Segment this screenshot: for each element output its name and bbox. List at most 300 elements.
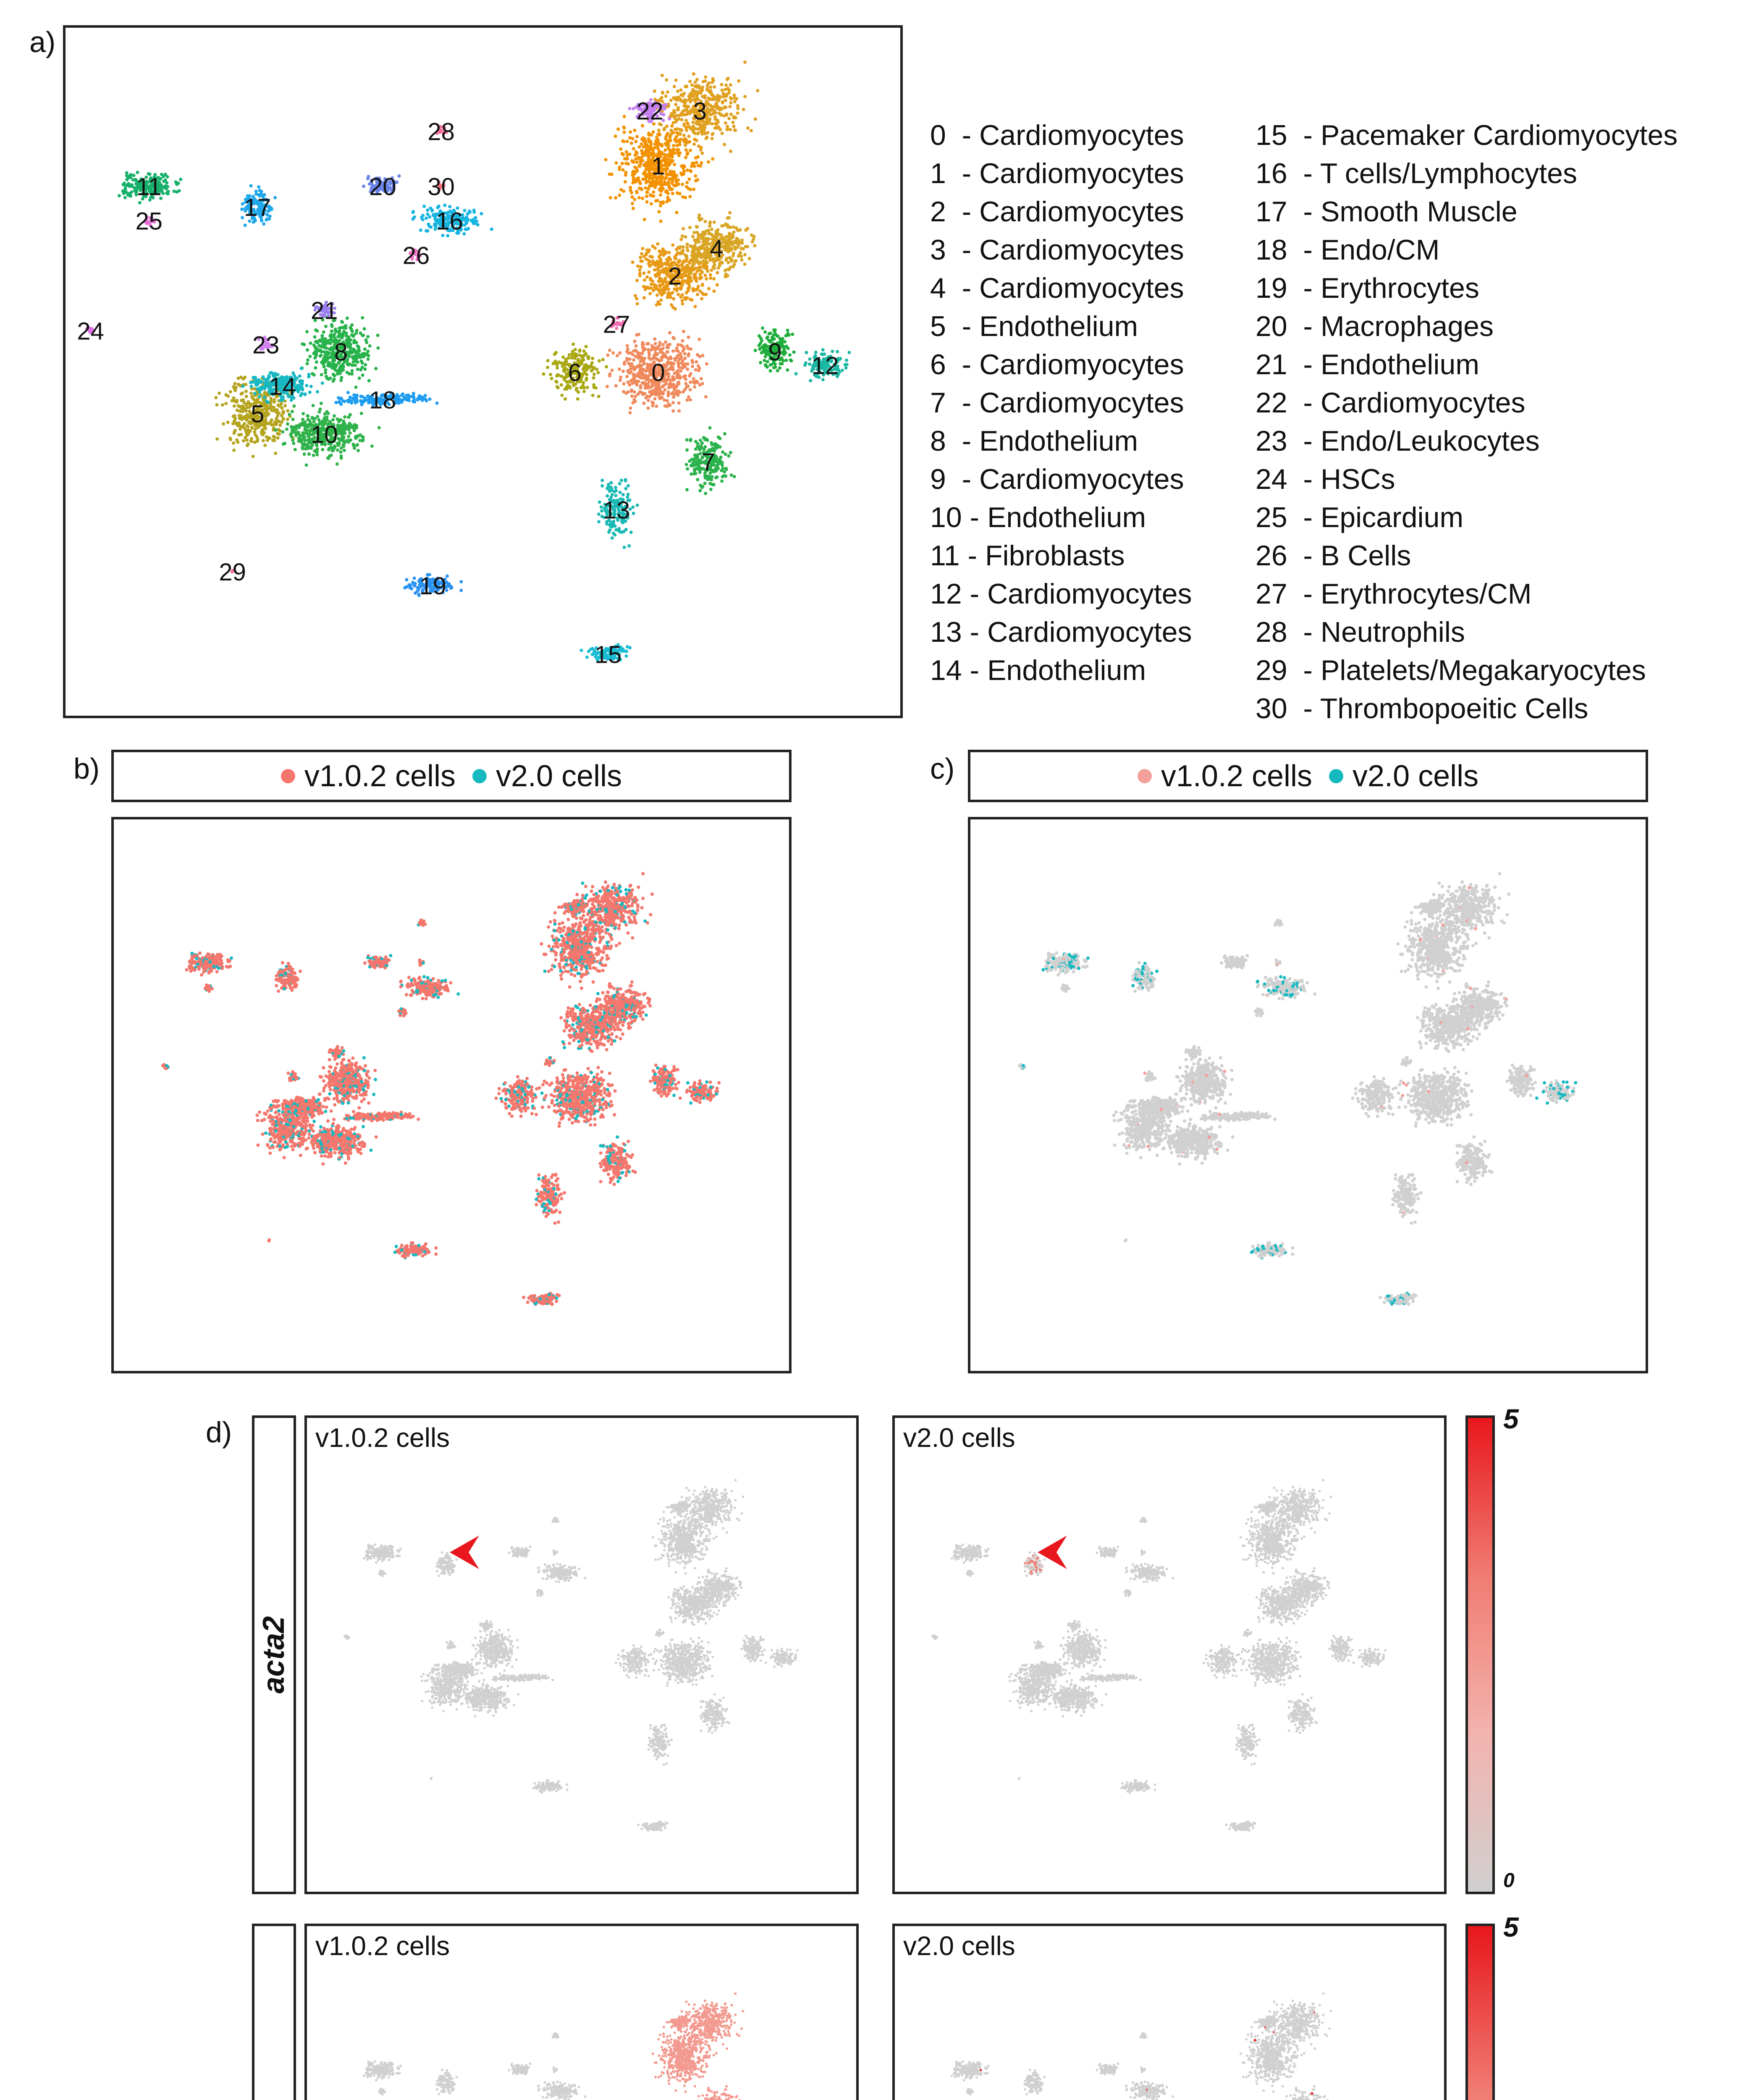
- cell-point: [689, 388, 692, 391]
- cell-point: [306, 414, 309, 417]
- cell-point: [629, 390, 633, 393]
- cell-point: [610, 525, 613, 528]
- cell-point: [346, 439, 349, 442]
- cell-point: [692, 72, 695, 76]
- cell-point: [241, 385, 244, 388]
- cell-point: [687, 94, 691, 98]
- cell-point: [624, 162, 628, 165]
- cell-point: [641, 392, 645, 395]
- cell-point: [620, 479, 623, 482]
- cell-point: [710, 133, 714, 136]
- cell-point: [645, 396, 648, 399]
- cell-point: [699, 148, 702, 152]
- cell-point: [327, 361, 330, 365]
- cell-point: [781, 359, 785, 362]
- cell-point: [659, 193, 662, 197]
- cell-point: [129, 184, 132, 187]
- cell-point: [246, 442, 250, 446]
- cell-point: [246, 425, 249, 428]
- cell-point: [683, 113, 687, 116]
- cell-point: [650, 393, 653, 396]
- cell-point: [701, 270, 704, 274]
- cell-point: [719, 107, 723, 110]
- cell-point: [288, 413, 291, 416]
- cell-point: [277, 428, 280, 431]
- cell-point: [734, 247, 737, 251]
- cell-point: [643, 278, 646, 282]
- cell-point: [690, 83, 694, 87]
- cell-point: [621, 530, 624, 534]
- cell-point: [656, 388, 660, 391]
- cell-point: [655, 294, 659, 297]
- cell-point: [349, 438, 352, 442]
- cell-point: [480, 212, 483, 215]
- cell-point: [684, 260, 688, 263]
- cell-point: [647, 353, 651, 357]
- cell-point: [357, 349, 361, 352]
- cell-point: [267, 436, 270, 439]
- cell-point: [631, 505, 634, 509]
- cell-point: [286, 409, 289, 412]
- cell-point: [280, 420, 283, 424]
- cell-point: [678, 391, 682, 394]
- cell-point: [352, 444, 356, 448]
- cell-point: [626, 484, 630, 488]
- cell-point: [718, 128, 722, 131]
- cell-point: [671, 291, 674, 294]
- cell-point: [243, 415, 246, 419]
- cell-point: [303, 424, 306, 427]
- cell-point: [679, 172, 683, 175]
- cell-point: [645, 168, 648, 171]
- cell-point: [658, 284, 661, 287]
- cell-point: [265, 383, 268, 387]
- cell-point: [235, 422, 238, 425]
- cell-point: [704, 220, 707, 223]
- cell-point: [355, 351, 358, 354]
- cell-point: [729, 96, 732, 100]
- cell-point: [304, 392, 307, 396]
- cell-point: [291, 418, 295, 421]
- cell-point: [584, 363, 587, 367]
- cell-point: [587, 650, 590, 653]
- cell-point: [464, 228, 467, 231]
- cell-point: [249, 381, 252, 384]
- cell-point: [687, 276, 690, 279]
- cell-point: [240, 405, 244, 408]
- cell-point: [717, 436, 720, 439]
- cell-point: [339, 379, 343, 382]
- cell-point: [729, 101, 733, 105]
- cell-point: [560, 383, 563, 387]
- cell-point: [714, 111, 717, 115]
- cell-point: [364, 363, 367, 366]
- cell-point: [718, 458, 721, 461]
- cell-point: [756, 89, 759, 92]
- cell-point: [668, 291, 671, 294]
- cell-point: [302, 343, 306, 346]
- cell-point: [634, 400, 637, 403]
- cell-point: [670, 112, 673, 116]
- cell-point: [277, 412, 280, 415]
- cell-point: [608, 372, 612, 375]
- cell-point: [667, 361, 671, 365]
- cell-point: [694, 368, 697, 372]
- cell-point: [664, 136, 667, 139]
- cell-point: [728, 89, 731, 92]
- cell-point: [685, 256, 689, 260]
- cell-point: [600, 484, 604, 488]
- cell-point: [772, 366, 776, 369]
- cell-point: [649, 193, 652, 197]
- cell-point: [319, 349, 322, 352]
- cell-point: [611, 351, 615, 354]
- cell-point: [694, 179, 697, 182]
- cell-point: [668, 149, 672, 152]
- cell-point: [689, 398, 692, 402]
- cell-point: [630, 142, 633, 145]
- cell-point: [731, 121, 735, 124]
- cell-point: [716, 271, 719, 274]
- cell-point: [306, 358, 309, 362]
- cell-point: [260, 430, 263, 434]
- cell-point: [257, 185, 260, 189]
- cell-point: [561, 355, 565, 359]
- cell-point: [299, 379, 302, 383]
- cell-point: [291, 410, 294, 413]
- cell-point: [656, 242, 660, 246]
- cell-point: [782, 345, 786, 349]
- cell-point: [673, 163, 676, 166]
- cell-point: [724, 467, 728, 470]
- cell-point: [242, 439, 245, 443]
- cell-point: [663, 404, 667, 408]
- cell-point: [661, 355, 665, 359]
- cell-point: [689, 149, 692, 152]
- cell-point: [701, 86, 704, 89]
- cell-point: [618, 351, 621, 354]
- cell-point: [647, 140, 651, 143]
- cell-point: [654, 273, 657, 277]
- cell-point: [693, 381, 697, 385]
- cell-point: [669, 133, 673, 136]
- cell-point: [233, 419, 236, 423]
- cell-point: [361, 316, 364, 320]
- cell-point: [319, 407, 322, 411]
- cell-point: [700, 276, 703, 279]
- cell-point: [702, 80, 705, 84]
- cell-point: [699, 438, 702, 442]
- cell-point: [635, 349, 638, 353]
- cell-point: [713, 289, 716, 293]
- cell-point: [307, 452, 311, 456]
- cell-point: [720, 480, 723, 483]
- cell-point: [638, 268, 642, 272]
- cell-point: [290, 435, 293, 438]
- cell-point: [715, 102, 718, 105]
- cell-point: [237, 421, 241, 425]
- cell-point: [681, 293, 684, 297]
- cell-point: [664, 94, 668, 98]
- cell-point: [224, 402, 228, 405]
- cell-point: [321, 448, 324, 451]
- cell-point: [695, 139, 698, 142]
- cell-point: [241, 424, 245, 428]
- cell-point: [680, 118, 684, 121]
- cell-point: [621, 493, 625, 496]
- cell-point: [705, 293, 708, 296]
- cell-point: [250, 395, 254, 399]
- cell-point: [710, 122, 714, 126]
- cell-point: [611, 493, 614, 496]
- cell-point: [244, 383, 247, 386]
- cell-point: [658, 188, 661, 192]
- cell-point: [360, 360, 363, 363]
- cell-point: [710, 441, 713, 444]
- cell-point: [699, 164, 702, 168]
- cell-point: [713, 85, 716, 89]
- cell-point: [686, 152, 689, 156]
- cell-point: [737, 244, 740, 247]
- cell-point: [679, 352, 682, 355]
- cell-point: [350, 323, 354, 327]
- cell-point: [696, 381, 700, 384]
- cell-point: [689, 188, 692, 191]
- cell-point: [652, 194, 655, 198]
- cell-point: [628, 411, 632, 415]
- cell-point: [576, 397, 579, 401]
- cell-point: [690, 165, 693, 168]
- cell-point: [632, 207, 635, 210]
- cell-point: [246, 413, 249, 417]
- cell-point: [314, 366, 317, 370]
- cell-point: [724, 99, 727, 102]
- cell-point: [236, 441, 240, 444]
- cell-point: [632, 180, 636, 183]
- cell-point: [724, 273, 728, 276]
- cell-point: [667, 181, 670, 184]
- cell-point: [240, 207, 244, 211]
- cell-point: [681, 261, 684, 265]
- cell-point: [663, 148, 667, 152]
- cell-point: [700, 377, 703, 381]
- cell-point: [655, 353, 658, 357]
- cell-point: [692, 472, 696, 475]
- cell-point: [625, 157, 629, 160]
- cell-point: [611, 369, 614, 372]
- cell-point: [351, 369, 354, 373]
- cell-point: [682, 227, 685, 231]
- cell-point: [624, 487, 627, 490]
- cell-point: [684, 156, 687, 159]
- cell-point: [591, 357, 594, 360]
- cell-point: [640, 149, 643, 152]
- cell-point: [642, 255, 646, 258]
- cell-point: [320, 373, 323, 376]
- cell-point: [704, 75, 707, 79]
- cell-point: [645, 252, 648, 255]
- cell-point: [555, 374, 558, 378]
- cell-point: [301, 433, 304, 437]
- cell-point: [245, 395, 248, 398]
- cell-point: [327, 448, 330, 452]
- cell-point: [283, 404, 287, 407]
- cell-point: [421, 214, 425, 217]
- cell-point: [700, 132, 704, 136]
- cell-point: [664, 340, 667, 344]
- cell-point: [721, 132, 724, 135]
- cell-point: [707, 81, 710, 85]
- cell-point: [649, 278, 652, 281]
- cell-point: [650, 202, 653, 205]
- cell-point: [688, 285, 691, 289]
- cell-point: [628, 152, 631, 156]
- cell-point: [305, 384, 308, 387]
- cell-point: [786, 329, 789, 332]
- cell-point: [685, 448, 689, 452]
- cell-point: [661, 91, 664, 94]
- cell-point: [635, 279, 639, 282]
- cell-point: [178, 189, 181, 192]
- cell-point: [258, 391, 261, 394]
- cell-point: [645, 200, 649, 204]
- cell-point: [598, 501, 601, 504]
- cell-point: [563, 387, 566, 391]
- cell-point: [732, 252, 735, 255]
- cell-point: [728, 211, 731, 214]
- cell-point: [708, 222, 712, 225]
- cell-point: [609, 196, 612, 200]
- cell-point: [694, 127, 697, 131]
- cell-point: [689, 381, 692, 384]
- cell-point: [696, 458, 700, 462]
- cell-point: [633, 340, 637, 343]
- cell-point: [688, 195, 692, 198]
- cell-point: [653, 346, 656, 349]
- cell-point: [681, 195, 684, 199]
- cell-point: [651, 259, 655, 262]
- cell-point: [689, 126, 692, 130]
- cell-point: [244, 223, 247, 227]
- cell-point: [601, 358, 605, 361]
- cell-point: [647, 248, 651, 252]
- cell-point: [628, 136, 632, 139]
- cell-point: [640, 142, 643, 146]
- cell-point: [342, 326, 345, 329]
- cell-point: [724, 121, 727, 125]
- umap-cluster-svg: [66, 28, 900, 716]
- cell-point: [605, 365, 608, 368]
- cell-point: [727, 261, 730, 264]
- cell-point: [821, 348, 825, 352]
- cell-point: [303, 452, 306, 456]
- cell-point: [618, 368, 621, 371]
- cell-point: [597, 512, 600, 516]
- cell-point: [683, 352, 687, 355]
- cell-point: [671, 306, 675, 309]
- cell-point: [294, 431, 297, 434]
- cell-point: [648, 184, 651, 188]
- cell-point: [426, 229, 429, 233]
- cell-point: [657, 265, 660, 269]
- cell-point: [760, 339, 763, 342]
- cell-point: [631, 378, 634, 382]
- cell-point: [472, 218, 475, 221]
- cell-point: [746, 227, 749, 230]
- cell-point: [314, 340, 317, 344]
- cell-point: [262, 375, 265, 379]
- cell-point: [663, 388, 667, 391]
- cell-point: [362, 436, 365, 439]
- cell-point: [355, 341, 358, 344]
- cell-point: [687, 347, 690, 350]
- cell-point: [339, 428, 342, 431]
- cell-point: [687, 289, 690, 292]
- cell-point: [546, 359, 550, 362]
- cell-point: [615, 528, 618, 532]
- cell-point: [221, 403, 224, 407]
- cell-point: [656, 199, 659, 202]
- cell-point: [232, 441, 235, 445]
- cell-point: [684, 378, 687, 381]
- cell-point: [721, 89, 724, 92]
- cell-point: [619, 491, 622, 494]
- cell-point: [324, 371, 327, 374]
- cell-point: [665, 372, 668, 375]
- cell-point: [705, 246, 709, 249]
- cell-point: [275, 409, 278, 412]
- cell-point: [312, 454, 315, 457]
- cell-point: [721, 100, 724, 104]
- cell-point: [676, 144, 679, 147]
- cell-point: [322, 331, 325, 334]
- cell-point: [736, 111, 739, 115]
- cell-point: [669, 173, 673, 176]
- cell-point: [721, 450, 724, 454]
- cell-point: [659, 220, 663, 223]
- cell-point: [366, 350, 370, 353]
- cell-point: [316, 349, 319, 352]
- cell-point: [758, 347, 761, 351]
- cell-point: [336, 417, 339, 421]
- cell-point: [671, 401, 675, 404]
- cell-point: [729, 113, 733, 116]
- cell-point: [716, 228, 720, 231]
- cell-point: [665, 189, 668, 192]
- cell-point: [590, 369, 593, 373]
- cell-point: [645, 147, 648, 151]
- cell-point: [667, 256, 671, 259]
- cell-point: [718, 95, 722, 98]
- cell-point: [844, 363, 847, 366]
- cell-point: [347, 435, 350, 438]
- cell-point: [645, 382, 648, 386]
- cell-point: [325, 352, 329, 355]
- cell-point: [585, 368, 588, 372]
- cell-point: [784, 334, 788, 337]
- cell-point: [672, 396, 675, 399]
- cell-point: [123, 196, 127, 199]
- cell-point: [306, 348, 309, 352]
- cell-point: [718, 445, 722, 449]
- cell-point: [343, 431, 347, 435]
- cell-point: [667, 144, 671, 147]
- cell-point: [297, 424, 301, 428]
- cell-point: [628, 646, 632, 649]
- cell-point: [673, 115, 676, 118]
- cell-point: [635, 191, 639, 194]
- cell-point: [330, 346, 333, 349]
